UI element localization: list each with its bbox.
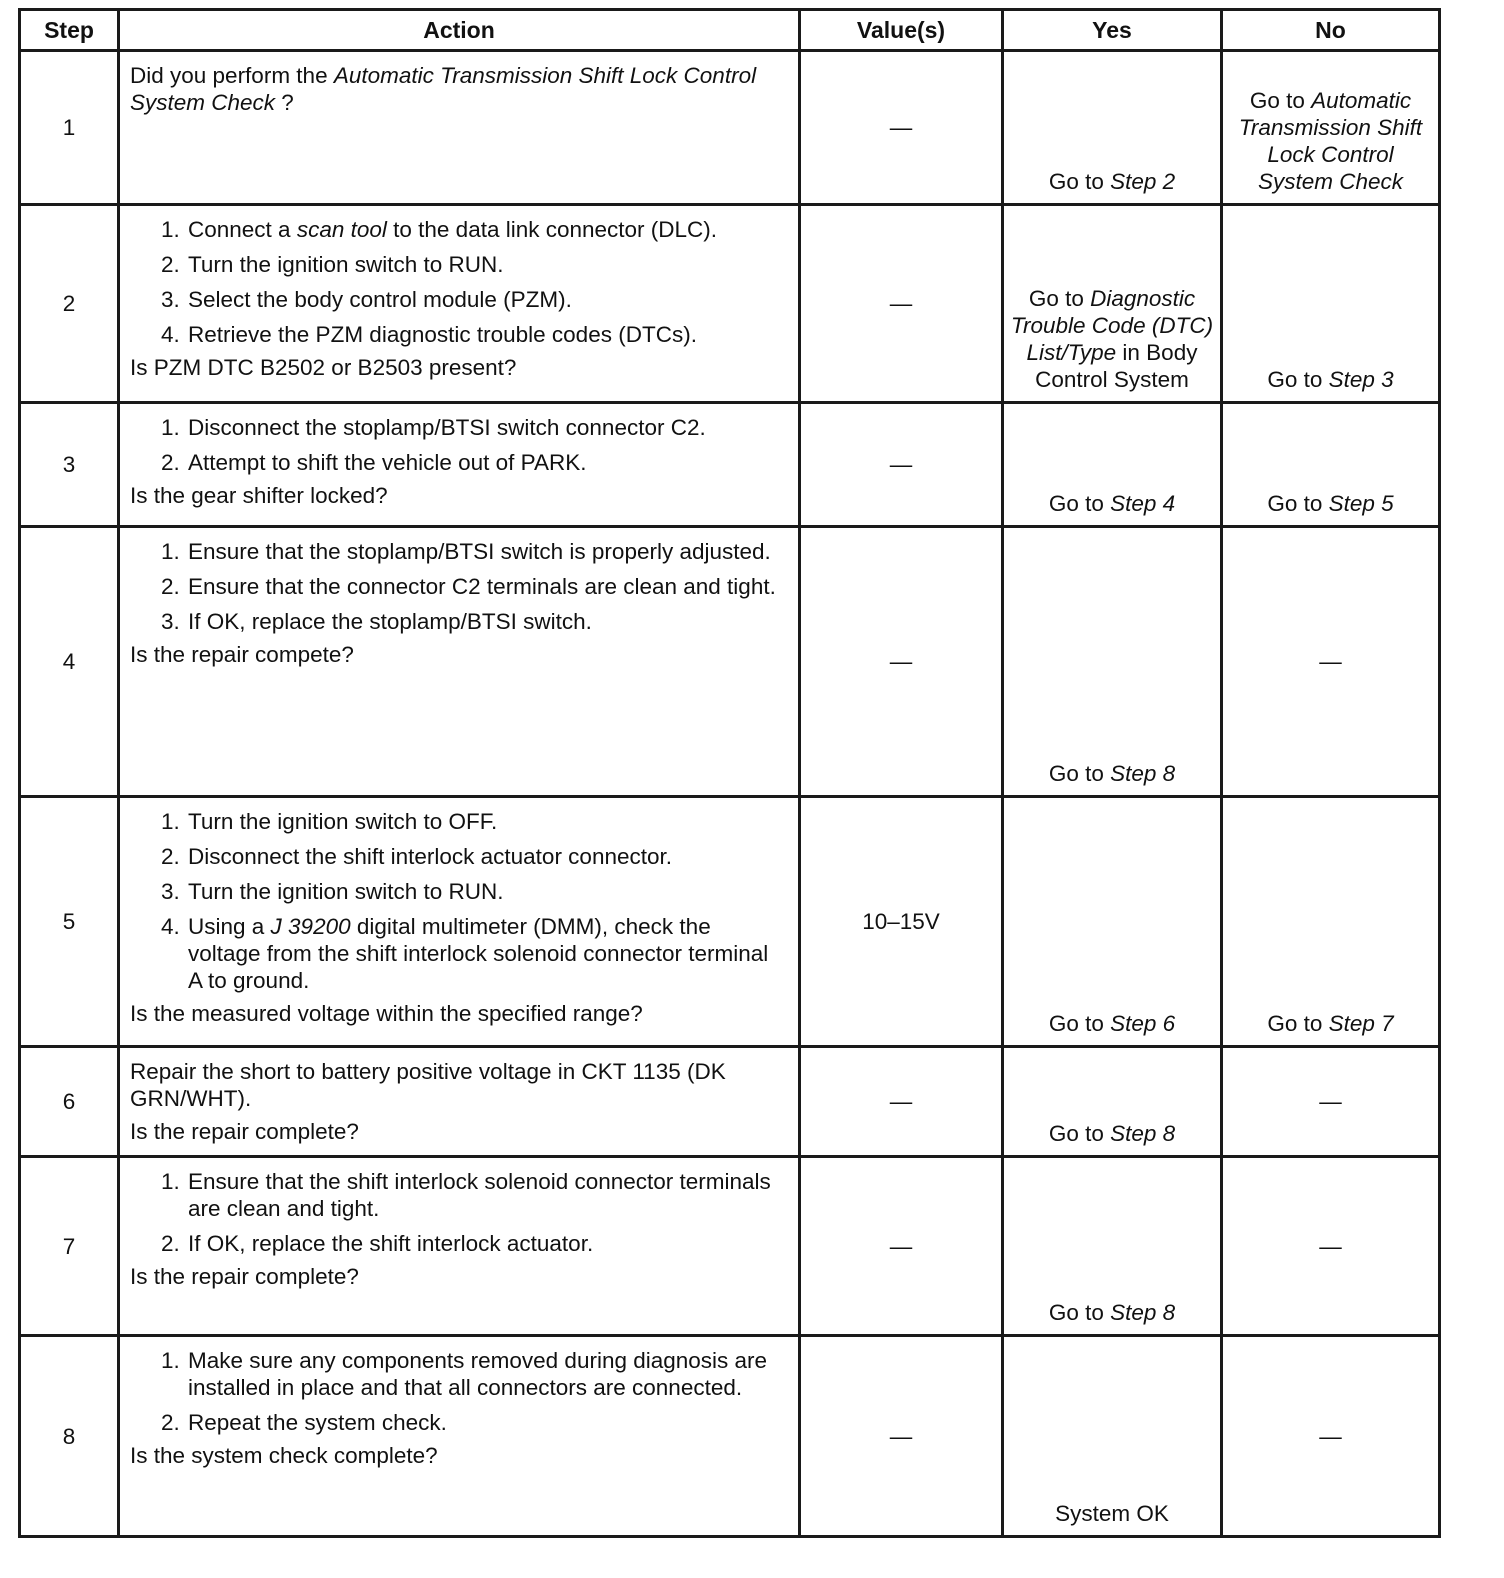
action-step: 2. Attempt to shift the vehicle out of PARK. <box>186 449 786 476</box>
action-steps <box>130 538 786 635</box>
action-step: 1. Ensure that the stoplamp/BTSI switch is properly adjusted. <box>186 538 786 565</box>
yes-cell: Go to Step 8 <box>1003 527 1222 797</box>
step-number: 1 <box>20 51 119 205</box>
table-row-step-5 <box>20 797 1440 1047</box>
action-cell <box>119 1157 800 1336</box>
table-row-step-2 <box>20 205 1440 403</box>
action-text: Repair the short to battery positive voltage in CKT 1135 (DK GRN/WHT). <box>130 1059 726 1111</box>
table-row-step-6 <box>20 1047 1440 1157</box>
action-steps <box>130 808 786 994</box>
action-question: Is the measured voltage within the specified range? <box>130 1001 643 1026</box>
diagnostic-table <box>18 8 1441 1538</box>
action-step: 3. If OK, replace the stoplamp/BTSI switch. <box>186 608 786 635</box>
action-step: 2. Disconnect the shift interlock actuator connector. <box>186 843 786 870</box>
action-cell <box>119 51 800 205</box>
action-step: 2. Turn the ignition switch to RUN. <box>186 251 786 278</box>
step-number: 3 <box>20 403 119 527</box>
table-row-step-1 <box>20 51 1440 205</box>
action-cell <box>119 1047 800 1157</box>
action-cell <box>119 527 800 797</box>
action-step: 1. Ensure that the shift interlock solenoid connector terminals are clean and tight. <box>186 1168 786 1222</box>
table-row-step-4 <box>20 527 1440 797</box>
action-step: 2. Repeat the system check. <box>186 1409 786 1436</box>
step-number: 7 <box>20 1157 119 1336</box>
action-step: 1. Turn the ignition switch to OFF. <box>186 808 786 835</box>
no-cell: Go to Automatic Transmission Shift Lock Control System Check <box>1222 51 1440 205</box>
header-values: Value(s) <box>800 10 1003 51</box>
value-cell: — <box>800 1157 1003 1336</box>
yes-cell: Go to Diagnostic Trouble Code (DTC) List/Type in Body Control System <box>1003 205 1222 403</box>
action-step: 4. Retrieve the PZM diagnostic trouble codes (DTCs). <box>186 321 786 348</box>
action-steps <box>130 1168 786 1257</box>
yes-cell: Go to Step 6 <box>1003 797 1222 1047</box>
no-cell: — <box>1222 1047 1440 1157</box>
value-cell: — <box>800 403 1003 527</box>
yes-cell: Go to Step 8 <box>1003 1047 1222 1157</box>
action-steps <box>130 216 786 348</box>
action-question: Is the repair compete? <box>130 642 354 667</box>
value-cell: — <box>800 1047 1003 1157</box>
action-text: Did you perform the Automatic Transmission Shift Lock Control System Check ? <box>130 63 757 115</box>
yes-cell: Go to Step 4 <box>1003 403 1222 527</box>
action-question: Is the repair complete? <box>130 1119 359 1144</box>
value-cell: — <box>800 51 1003 205</box>
action-cell <box>119 1336 800 1537</box>
header-step: Step <box>20 10 119 51</box>
yes-cell: Go to Step 2 <box>1003 51 1222 205</box>
action-question: Is PZM DTC B2502 or B2503 present? <box>130 355 517 380</box>
table-row-step-3 <box>20 403 1440 527</box>
step-number: 4 <box>20 527 119 797</box>
action-step: 2. If OK, replace the shift interlock actuator. <box>186 1230 786 1257</box>
action-steps <box>130 414 786 476</box>
no-cell: — <box>1222 527 1440 797</box>
action-step: 1. Make sure any components removed during diagnosis are installed in place and that all connectors are connected. <box>186 1347 786 1401</box>
header-no: No <box>1222 10 1440 51</box>
value-cell: — <box>800 527 1003 797</box>
value-cell: 10–15V <box>800 797 1003 1047</box>
yes-cell: System OK <box>1003 1336 1222 1537</box>
step-number: 2 <box>20 205 119 403</box>
no-cell: — <box>1222 1157 1440 1336</box>
action-steps <box>130 1347 786 1436</box>
action-step: 3. Select the body control module (PZM). <box>186 286 786 313</box>
header-yes: Yes <box>1003 10 1222 51</box>
action-cell <box>119 403 800 527</box>
action-step: 3. Turn the ignition switch to RUN. <box>186 878 786 905</box>
header-row <box>20 10 1440 51</box>
action-step: 1. Connect a scan tool to the data link connector (DLC). <box>186 216 786 243</box>
value-cell: — <box>800 205 1003 403</box>
action-question: Is the repair complete? <box>130 1264 359 1289</box>
action-question: Is the system check complete? <box>130 1443 438 1468</box>
header-action: Action <box>119 10 800 51</box>
action-step: 4. Using a J 39200 digital multimeter (DMM), check the voltage from the shift interlock solenoid connector terminal A to ground. <box>186 913 786 994</box>
table-row-step-7 <box>20 1157 1440 1336</box>
step-number: 8 <box>20 1336 119 1537</box>
step-number: 5 <box>20 797 119 1047</box>
action-cell <box>119 205 800 403</box>
no-cell: Go to Step 5 <box>1222 403 1440 527</box>
no-cell: Go to Step 3 <box>1222 205 1440 403</box>
no-cell: — <box>1222 1336 1440 1537</box>
step-number: 6 <box>20 1047 119 1157</box>
action-question: Is the gear shifter locked? <box>130 483 388 508</box>
no-cell: Go to Step 7 <box>1222 797 1440 1047</box>
yes-cell: Go to Step 8 <box>1003 1157 1222 1336</box>
action-cell <box>119 797 800 1047</box>
table-row-step-8 <box>20 1336 1440 1537</box>
action-step: 2. Ensure that the connector C2 terminals are clean and tight. <box>186 573 786 600</box>
value-cell: — <box>800 1336 1003 1537</box>
action-step: 1. Disconnect the stoplamp/BTSI switch connector C2. <box>186 414 786 441</box>
